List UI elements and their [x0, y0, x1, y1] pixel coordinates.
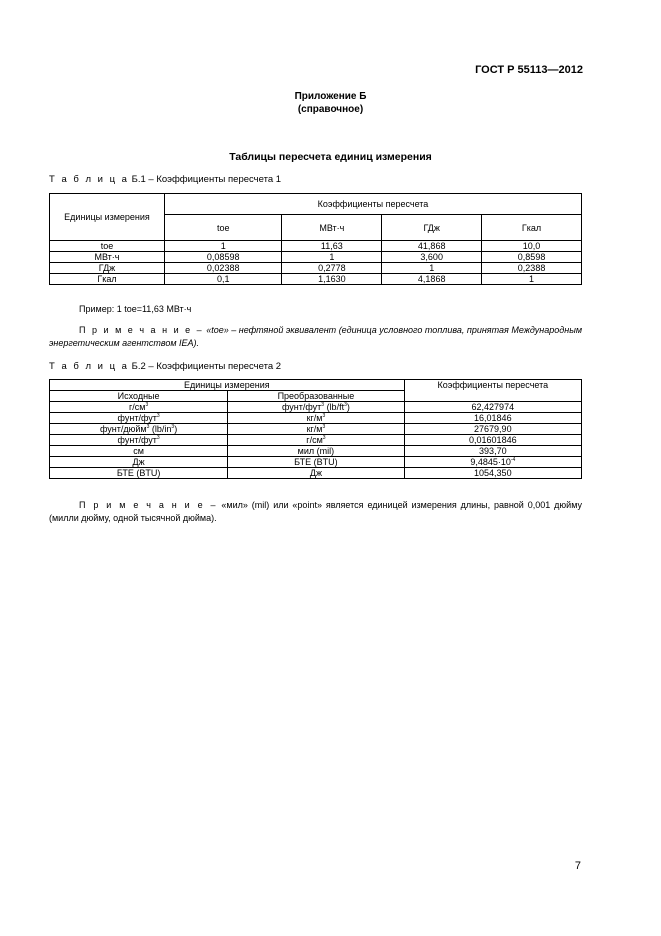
table2-source-cell: фунт/фут$^3$: [50, 413, 228, 424]
table-row: [50, 468, 582, 479]
appendix-subtitle: (справочное): [297, 104, 364, 115]
page-number: 7: [574, 860, 581, 872]
table1-col-header: toe: [165, 215, 282, 241]
table2-factor-cell: 62,427974: [404, 402, 581, 413]
table1-cell: toe: [50, 241, 165, 252]
table1-cell: 10,0: [482, 241, 582, 252]
table1-cell: 0,08598: [165, 252, 282, 263]
table1-cell: 4,1868: [382, 274, 482, 285]
table1-col-header: Гкал: [482, 215, 582, 241]
table1-cell: 1: [282, 252, 382, 263]
table2-converted-cell: $кг/м^3$: [228, 413, 404, 424]
note2-prefix: П р и м е ч а н и е –: [79, 500, 218, 510]
table2-col-converted: Преобразованные: [228, 391, 404, 402]
conversion-table-1: [49, 193, 582, 285]
table-row: [50, 252, 582, 263]
table1-col-header: ГДж: [382, 215, 482, 241]
table2-source-cell: $г/см^3$: [50, 402, 228, 413]
note1-prefix: П р и м е ч а н и е –: [79, 325, 204, 335]
table-row: [50, 402, 582, 413]
table1-cell: 1: [165, 241, 282, 252]
table1-cell: 1: [482, 274, 582, 285]
conversion-table-2: [49, 379, 582, 479]
table1-cell: 41,868: [382, 241, 482, 252]
table1-cell: 0,02388: [165, 263, 282, 274]
table2-converted-cell: $г/см^3$: [228, 435, 404, 446]
table-row: [50, 424, 582, 435]
table1-cell: 0,8598: [482, 252, 582, 263]
table-row: [50, 413, 582, 424]
note1-text: «toe» – нефтяной эквивалент (единица условного топлива, принятая Международным энергетическим агентством IEA).: [49, 325, 582, 348]
table1-cell: ГДж: [50, 263, 165, 274]
table2-factor-cell: 0,01601846: [404, 435, 581, 446]
table1-col-header: МВт·ч: [282, 215, 382, 241]
standard-number: ГОСТ Р 55113—2012: [475, 64, 583, 76]
table2-factor-cell: 393,70: [404, 446, 581, 457]
appendix-heading: [0, 90, 661, 116]
table2-caption-text: Б.2 – Коэффициенты пересчета 2: [131, 361, 282, 372]
table1-cell: 0,2778: [282, 263, 382, 274]
note-2: [49, 499, 582, 525]
table2-col-source: Исходные: [50, 391, 228, 402]
table-row: [50, 263, 582, 274]
table2-converted-cell: фунт/фут$^3$ $(lb/ft^3)$: [228, 402, 404, 413]
table2-source-cell: БТЕ (BTU): [50, 468, 228, 479]
appendix-title: Приложение Б: [294, 91, 367, 102]
table2-converted-cell: $кг/м^3$: [228, 424, 404, 435]
table1-caption: [49, 174, 281, 185]
table1-cell: 1: [382, 263, 482, 274]
table1-cell: 0,1: [165, 274, 282, 285]
table1-cell: 1,1630: [282, 274, 382, 285]
table2-converted-cell: мил (mil): [228, 446, 404, 457]
table2-caption-prefix: Т а б л и ц а: [49, 361, 129, 372]
table-row: [50, 435, 582, 446]
table-row: [50, 457, 582, 468]
table1-cell: 11,63: [282, 241, 382, 252]
table2-group-header: Единицы измерения: [50, 380, 405, 391]
table1-cell: 0,2388: [482, 263, 582, 274]
table1-caption-prefix: Т а б л и ц а: [49, 174, 129, 185]
table1-row-header: Единицы измерения: [50, 194, 165, 241]
table-row: [50, 446, 582, 457]
table1-group-header: Коэффициенты пересчета: [165, 194, 582, 215]
table1-caption-text: Б.1 – Коэффициенты пересчета 1: [131, 174, 282, 185]
table1-cell: МВт·ч: [50, 252, 165, 263]
note-1: [49, 324, 582, 350]
table2-converted-cell: БТЕ (BTU): [228, 457, 404, 468]
table2-source-cell: фунт/дюйм$^3$ $(lb/in^3)$: [50, 424, 228, 435]
table2-source-cell: см: [50, 446, 228, 457]
table2-source-cell: фунт/фут$^3$: [50, 435, 228, 446]
table2-col-factor: Коэффициенты пересчета: [404, 380, 581, 402]
table2-factor-cell: 1054,350: [404, 468, 581, 479]
note2-text: «мил» (mil) или «point» является единицей измерения длины, равной 0,001 дюйму (милли дюйму, одной тысячной дюйма).: [49, 500, 582, 523]
table2-converted-cell: Дж: [228, 468, 404, 479]
table2-caption: [49, 361, 281, 372]
table1-cell: 3,600: [382, 252, 482, 263]
section-title: Таблицы пересчета единиц измерения: [229, 151, 432, 163]
table2-factor-cell: 16,01846: [404, 413, 581, 424]
table2-factor-cell: $9,4845\cdot 10^{-4}$: [404, 457, 581, 468]
table2-factor-cell: 27679,90: [404, 424, 581, 435]
table-row: [50, 274, 582, 285]
example-text: Пример: 1 toe=11,63 МВт·ч: [79, 304, 192, 314]
table-row: [50, 241, 582, 252]
table2-source-cell: Дж: [50, 457, 228, 468]
table1-cell: Гкал: [50, 274, 165, 285]
